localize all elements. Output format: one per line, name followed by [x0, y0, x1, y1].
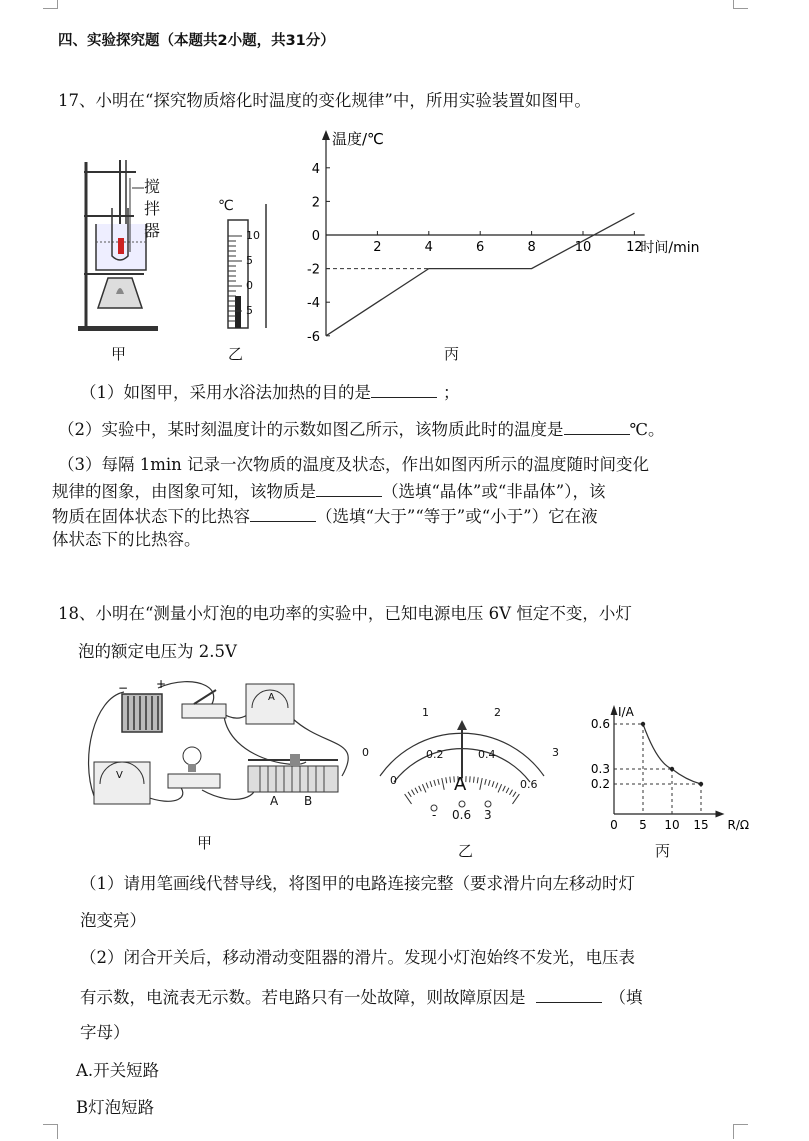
y-axis-title: I/A: [618, 705, 634, 719]
rheostat-terminal-a: A: [270, 794, 279, 808]
dial-tick: [473, 777, 474, 783]
q18-fig-jia-caption: 甲: [197, 834, 213, 852]
ammeter-bottom-label: 0.2: [426, 748, 444, 761]
corner-mark-top-left: [43, 0, 58, 9]
q17-part3-line1: （3）每隔 1min 记录一次物质的温度及状态，作出如图丙所示的温度随时间变化: [58, 455, 650, 474]
dial-tick: [503, 786, 506, 791]
y-tick-label: -6: [307, 329, 320, 345]
corner-mark-top-right: [733, 0, 748, 9]
svg-text:−: −: [118, 681, 129, 695]
q18-part1-line2: 泡变亮）: [80, 911, 146, 930]
x-tick-label: 10: [574, 240, 592, 255]
ammeter-top-label: 1: [422, 706, 429, 719]
ammeter-top-label: 2: [494, 706, 501, 719]
dial-tick: [506, 788, 509, 793]
q18-part2-line3: 字母）: [80, 1023, 130, 1042]
q18-stem-line1: 18、小明在“测量小灯泡的电功率的实验中，已知电源电压 6V 恒定不变，小灯: [58, 604, 632, 623]
q17-part3-line3-text: 物质在固体状态下的比热容: [52, 507, 250, 526]
ammeter-terminal-label: 0.6: [452, 808, 472, 822]
dial-tick: [422, 784, 426, 792]
q18-fig-yi-caption: 乙: [458, 842, 474, 860]
dial-tick: [488, 780, 490, 786]
q17-part3-line3: [52, 505, 598, 527]
y-axis-title: 温度/℃: [332, 130, 384, 148]
x-tick-label: 15: [693, 818, 709, 832]
svg-text:+: +: [156, 678, 167, 691]
thermometer-tick-label: 5: [246, 254, 253, 267]
dial-tick: [415, 788, 418, 793]
stirrer-label: [144, 176, 164, 242]
thermometer-figure: [208, 196, 278, 336]
thermometer-tick-label: 5: [246, 304, 253, 317]
q17-fig-jia-caption: 甲: [111, 345, 127, 363]
data-point: [699, 782, 703, 786]
ammeter-bottom-label: 0: [390, 774, 397, 787]
y-tick-label: 0: [311, 229, 320, 244]
dial-tick: [498, 784, 502, 792]
ammeter-top-label: 3: [552, 746, 559, 759]
y-axis-arrow: [611, 705, 618, 715]
data-point: [641, 722, 645, 726]
q18-part2-line1: （2）闭合开关后，移动滑动变阻器的滑片。发现小灯泡始终不发光，电压表: [80, 948, 635, 967]
x-tick-label: 12: [626, 240, 643, 255]
q18-part2-line2: [80, 986, 643, 1008]
dial-tick: [485, 779, 486, 785]
thermometer-tick-label: 0: [246, 279, 253, 292]
temperature-time-chart: [296, 124, 716, 350]
dial-tick: [496, 783, 498, 789]
ammeter-terminal-label: 3: [484, 808, 492, 822]
y-tick-label: 4: [311, 161, 320, 177]
current-resistance-chart: [584, 700, 764, 834]
y-tick-label: 2: [311, 195, 320, 211]
dial-tick: [450, 777, 451, 783]
y-tick-label: 0.6: [590, 717, 610, 731]
q17-fig-yi-caption: 乙: [228, 345, 244, 363]
q17-part1-end: ；: [443, 383, 460, 402]
q17-stem: 17、小明在“探究物质熔化时温度的变化规律”中，所用实验装置如图甲。: [58, 91, 591, 110]
dial-tick: [442, 778, 444, 790]
dial-tick: [434, 780, 436, 786]
x-axis-arrow: [716, 811, 725, 818]
y-tick-label: -4: [307, 296, 320, 312]
y-tick-label: 0.2: [590, 777, 610, 791]
corner-mark-bottom-left: [43, 1124, 58, 1139]
q17-part3-line2-text: 规律的图象，由图象可知，该物质是: [52, 482, 316, 501]
x-tick-label: 6: [476, 240, 485, 255]
dial-tick: [408, 792, 411, 797]
q17-part2-blank[interactable]: [564, 418, 630, 435]
x-tick-label: 10: [664, 818, 680, 832]
dial-tick: [430, 781, 432, 787]
stirrer-label-char: 搅: [144, 177, 161, 196]
y-tick-label: 0.3: [590, 762, 610, 776]
q17-part3-blank-2[interactable]: [250, 505, 316, 522]
q17-part1-blank[interactable]: [371, 381, 437, 398]
voltmeter-symbol: V: [116, 770, 123, 781]
q17-part3-line4: 体状态下的比热容。: [52, 530, 201, 549]
dial-tick: [492, 781, 494, 787]
x-tick-label: 4: [424, 240, 433, 255]
q18-part2-line2-tail: （填: [609, 988, 643, 1007]
x-tick-label: 2: [373, 240, 382, 255]
q18-part2-blank[interactable]: [536, 986, 602, 1003]
dial-tick: [438, 779, 439, 785]
thermometer-tick-label: 10: [246, 229, 260, 242]
q17-part1-text: （1）如图甲，采用水浴法加热的目的是: [80, 383, 371, 402]
y-axis-arrow: [322, 130, 330, 140]
q18-part1-line1: （1）请用笔画线代替导线，将图甲的电路连接完整（要求滑片向左移动时灯: [80, 874, 635, 893]
dial-tick: [513, 792, 516, 797]
ammeter-bottom-label: 0.4: [478, 748, 496, 761]
corner-mark-bottom-right: [733, 1124, 748, 1139]
stirrer-label-char: 拌: [144, 199, 161, 218]
circuit-figure: [84, 678, 354, 820]
x-tick-label: 8: [527, 240, 536, 255]
q17-fig-bing-caption: 丙: [444, 345, 460, 363]
dial-tick: [446, 777, 447, 783]
ammeter-unit: A: [454, 774, 467, 795]
y-tick-label: -2: [307, 262, 320, 278]
q17-part2: [58, 418, 664, 440]
q17-part2-end: ℃。: [629, 420, 665, 439]
q17-part3-line2: [52, 480, 606, 502]
q18-part2-line2-text: 有示数，电流表无示数。若电路只有一处故障，则故障原因是: [80, 988, 526, 1007]
q17-part3-line2-tail: （选填“晶体”或“非晶体”），该: [382, 482, 606, 501]
q18-stem-line2: 泡的额定电压为 2.5V: [78, 642, 237, 661]
q17-part3-line3-tail: （选填“大于”“等于”或“小于”）它在液: [316, 507, 598, 526]
rheostat-terminal-b: B: [304, 794, 313, 808]
q17-part1: [80, 381, 460, 403]
dial-tick: [419, 786, 422, 791]
q18-option-a: A.开关短路: [76, 1061, 160, 1080]
dial-tick: [477, 777, 478, 783]
q17-part3-blank-1[interactable]: [316, 480, 382, 497]
x-tick-label: 0: [610, 818, 618, 832]
x-axis-title: R/Ω: [727, 818, 750, 832]
ammeter-symbol: A: [268, 692, 275, 703]
dial-tick: [480, 778, 482, 790]
ammeter-bottom-label: 0.6: [520, 778, 538, 791]
q18-option-b: B灯泡短路: [76, 1098, 155, 1117]
x-axis-title: 时间/min: [640, 240, 700, 256]
ammeter-terminal-label: -: [432, 808, 437, 822]
thermometer-unit: ℃: [218, 198, 234, 214]
dial-tick: [426, 783, 428, 789]
x-tick-label: 5: [639, 818, 647, 832]
dial-tick: [509, 790, 512, 795]
section-heading: 四、实验探究题（本题共2小题，共31分）: [58, 33, 335, 49]
q17-part2-text: （2）实验中，某时刻温度计的示数如图乙所示，该物质此时的温度是: [58, 420, 564, 439]
stirrer-label-char: 器: [144, 221, 161, 240]
dial-tick: [411, 790, 414, 795]
q18-fig-bing-caption: 丙: [655, 842, 671, 860]
data-point: [670, 767, 674, 771]
ammeter-top-label: 0: [362, 746, 369, 759]
